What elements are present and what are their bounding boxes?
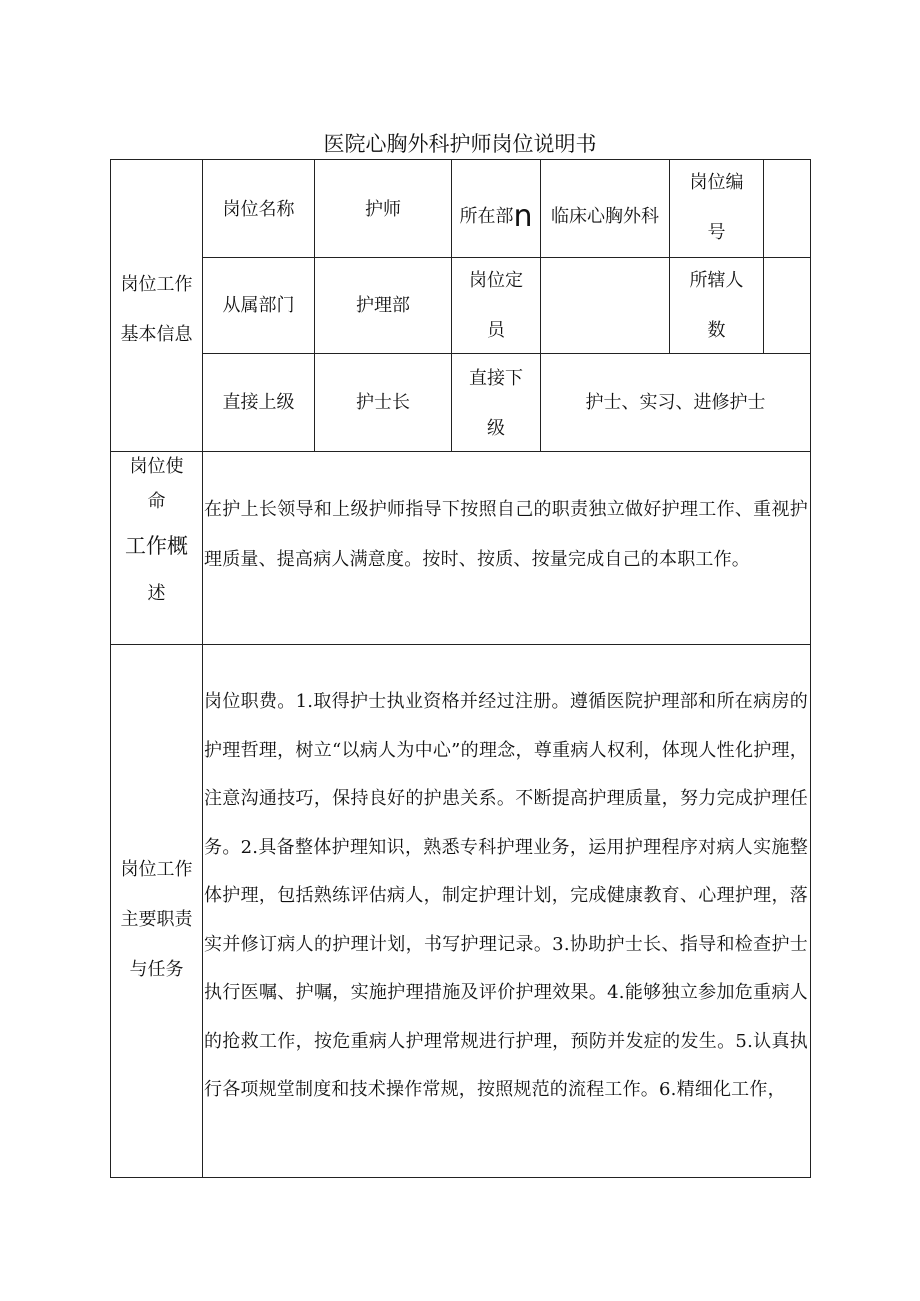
duties-label bbox=[111, 845, 202, 995]
subordinates-label-line: 数 bbox=[707, 320, 726, 341]
subordinates-label bbox=[670, 256, 763, 356]
job-name-value: 护师 bbox=[365, 199, 401, 220]
quota-label-line: 岗位定 bbox=[469, 270, 523, 291]
mission-text: 在护上长领导和上级护师指导下按照自己的职责独立做好护理工作、重视护理质量、提高病人满意度。按时、按质、按量完成自己的本职工作。 bbox=[204, 499, 808, 570]
grid-line bbox=[110, 644, 811, 645]
quota-label bbox=[452, 256, 540, 356]
subordinates-value bbox=[764, 281, 810, 331]
subordinate-label bbox=[452, 354, 540, 454]
quota-label-line: 员 bbox=[487, 320, 505, 341]
dept-label-suffix: n bbox=[513, 199, 533, 234]
belong-dept-label: 从属部门 bbox=[222, 295, 295, 316]
mission-label-line: 工作概 bbox=[125, 534, 188, 558]
section-label-line: 基本信息 bbox=[120, 324, 193, 345]
duties-label-line: 岗位工作 bbox=[120, 859, 193, 880]
mission-label-line: 岗位使 bbox=[129, 456, 184, 477]
document-title: 医院心胸外科护师岗位说明书 bbox=[323, 132, 597, 156]
job-code-value bbox=[764, 185, 810, 235]
superior-value: 护士长 bbox=[356, 392, 410, 413]
duties-label-line: 与任务 bbox=[129, 959, 184, 980]
belong-dept-value: 护理部 bbox=[356, 295, 410, 316]
basic-info-section-label bbox=[111, 260, 202, 360]
section-label-line: 岗位工作 bbox=[120, 274, 193, 295]
mission-label-line: 命 bbox=[147, 491, 166, 512]
subordinate-label-line: 直接下 bbox=[469, 368, 523, 389]
dept-label bbox=[452, 192, 540, 242]
duties-label-line: 主要职责 bbox=[120, 909, 193, 930]
duties-text: 岗位职费。1.取得护士执业资格并经过注册。遵循医院护理部和所在病房的护理哲理，树立“以病人为中心”的理念，尊重病人权利，体现人性化护理，注意沟通技巧，保持良好的护患关系。不断提高护理质量，努力完成护理任务。2.具备整体护理知识，熟悉专科护理业务，运用护理程序对病人实施整体护理，包括熟练评估病人，制定护理计划，完成健康教育、心理护理，落实并修订病人的护理计划，书写护理记录。3.协助护士长、指导和检查护士执行医嘱、护嘱，实施护理措施及评价护理效果。4.能够独立参加危重病人的抢救工作，按危重病人护理常规进行护理，预防并发症的发生。5.认真执行各项规堂制度和技术操作常规，按照规范的流程工作。6.精细化工作， bbox=[204, 691, 808, 1100]
quota-value bbox=[541, 281, 669, 331]
job-code-label bbox=[670, 158, 763, 258]
job-code-label-line: 岗位编 bbox=[689, 172, 744, 193]
job-code-label-line: 号 bbox=[707, 222, 726, 243]
mission-label bbox=[111, 452, 202, 644]
subordinates-label-line: 所辖人 bbox=[689, 270, 744, 291]
dept-value: 临床心胸外科 bbox=[551, 206, 659, 227]
mission-label-line: 述 bbox=[147, 583, 166, 604]
grid-line bbox=[810, 159, 811, 1178]
dept-label-text: 所在部 bbox=[459, 206, 514, 227]
job-name-label: 岗位名称 bbox=[222, 199, 295, 220]
superior-label: 直接上级 bbox=[222, 392, 295, 413]
grid-line bbox=[110, 1177, 811, 1178]
subordinate-value: 护士、实习、进修护士 bbox=[585, 392, 766, 413]
subordinate-label-line: 级 bbox=[487, 418, 505, 439]
